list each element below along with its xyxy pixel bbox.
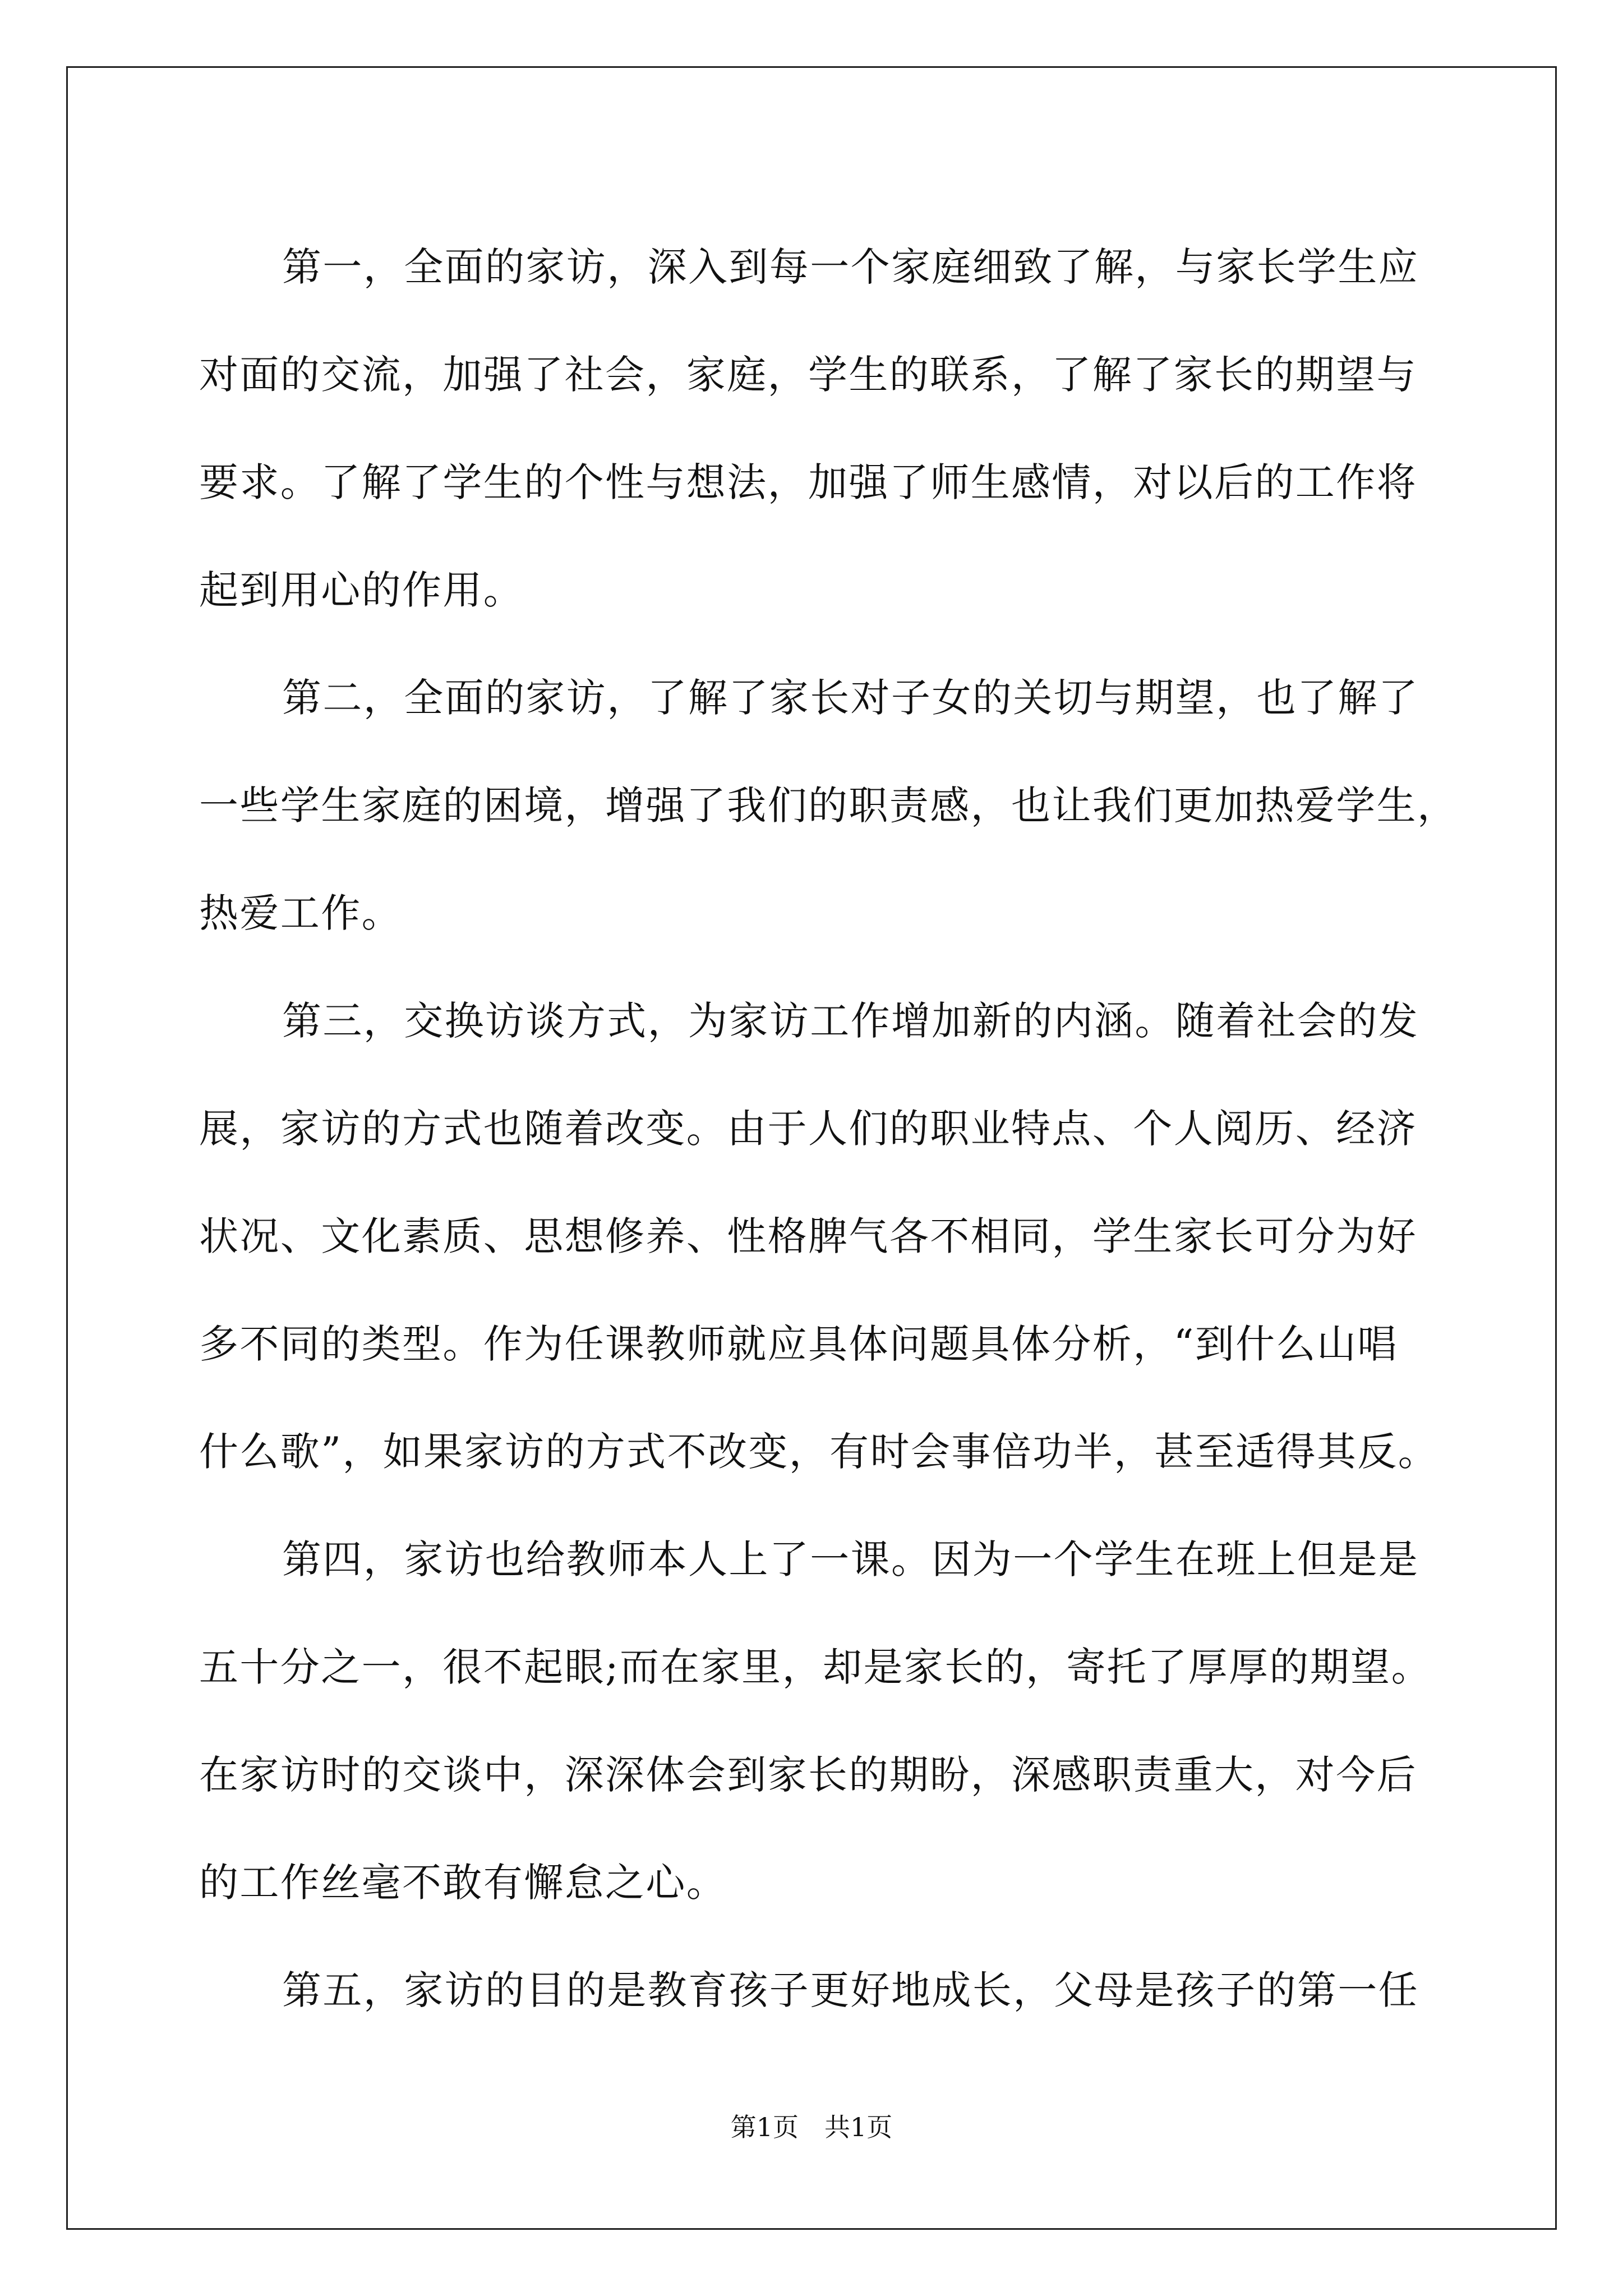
paragraph-2-line-1: 第二，全面的家访，了解了家长对子女的关切与期望，也了解了	[282, 675, 1419, 721]
paragraph-4-line-4: 的工作丝毫不敢有懈怠之心。	[199, 1860, 727, 1906]
paragraph-3-line-3: 状况、文化素质、思想修养、性格脾气各不相同，学生家长可分为好	[199, 1213, 1417, 1259]
paragraph-2-line-2: 一些学生家庭的困境，增强了我们的职责感，也让我们更加热爱学生，	[199, 783, 1458, 829]
paragraph-3-line-2: 展，家访的方式也随着改变。由于人们的职业特点、个人阅历、经济	[199, 1106, 1417, 1152]
page-footer	[0, 2110, 1623, 2144]
paragraph-1-line-1: 第一，全面的家访，深入到每一个家庭细致了解，与家长学生应	[282, 244, 1419, 290]
paragraph-1-line-4: 起到用心的作用。	[199, 567, 524, 613]
paragraph-3-line-5: 什么歌”，如果家访的方式不改变，有时会事倍功半，甚至适得其反。	[199, 1429, 1439, 1475]
page-total: 共1页	[824, 2112, 893, 2142]
document-body	[199, 213, 1458, 2044]
paragraph-2-line-3: 热爱工作。	[199, 890, 402, 936]
paragraph-4-line-1: 第四，家访也给教师本人上了一课。因为一个学生在班上但是是	[282, 1536, 1419, 1582]
paragraph-1-line-2: 对面的交流，加强了社会，家庭，学生的联系，了解了家长的期望与	[199, 352, 1417, 398]
page-number: 第1页	[730, 2112, 799, 2142]
paragraph-1-line-3: 要求。了解了学生的个性与想法，加强了师生感情，对以后的工作将	[199, 459, 1417, 505]
paragraph-3-line-4: 多不同的类型。作为任课教师就应具体问题具体分析，“到什么山唱	[199, 1321, 1398, 1367]
paragraph-4-line-2: 五十分之一，很不起眼;而在家里，却是家长的，寄托了厚厚的期望。	[199, 1644, 1432, 1690]
paragraph-4-line-3: 在家访时的交谈中，深深体会到家长的期盼，深感职责重大，对今后	[199, 1752, 1417, 1798]
paragraph-5-line-1: 第五，家访的目的是教育孩子更好地成长，父母是孩子的第一任	[282, 1967, 1419, 2013]
paragraph-3-line-1: 第三，交换访谈方式，为家访工作增加新的内涵。随着社会的发	[282, 998, 1419, 1044]
